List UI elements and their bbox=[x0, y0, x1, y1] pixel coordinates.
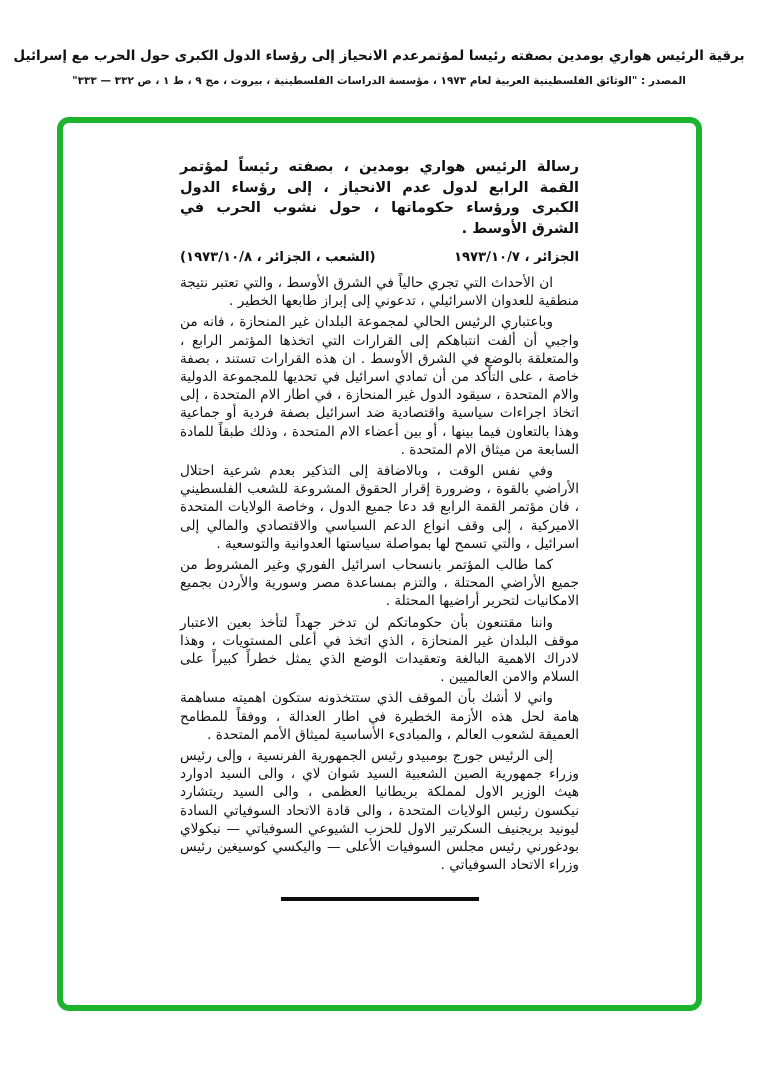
doc-paragraph-7: إلى الرئيس جورج بومبيدو رئيس الجمهورية الفرنسية ، وإلى رئيس وزراء جمهورية الصين الشعبية السيد شوان لاي ، والى السيد ادوارد هيث الوزير الاول لمملكة بريطانيا العظمى ، والى السيد ريتشارد نيكسون رئيس الولايات المتحدة ، والى قادة الاتحاد السوفياتي السادة ليونيد بريجنيف السكرتير الاول للحزب الشيوعي السوفياتي — نيكولاي بودغورني رئيس مجلس السوفيات الأعلى — واليكسي كوسيغين رئيس وزراء الاتحاد السوفياتي . bbox=[180, 748, 579, 874]
doc-paragraph-6: واني لا أشك بأن الموقف الذي ستتخذونه ستكون اهميته مساهمة هامة لحل هذه الأزمة الخطيرة في اطار العدالة ، ووفقاً للمطامح العميقة لشعوب العالم ، والمبادىء الأساسية لميثاق الأمم المتحدة . bbox=[180, 690, 579, 743]
doc-paragraph-1: ان الأحداث التي تجري حالياً في الشرق الأوسط ، والتي تعتبر نتيجة منطقية للعدوان الاسرائيلي ، تدعوني إلى إبراز طابعها الخطير . bbox=[180, 275, 579, 310]
green-frame bbox=[57, 117, 702, 1011]
dateline bbox=[180, 250, 579, 265]
end-divider bbox=[281, 897, 479, 901]
page-header bbox=[0, 48, 758, 87]
doc-paragraph-4: كما طالب المؤتمر بانسحاب اسرائيل الفوري وغير المشروط من جميع الأراضي المحتلة ، والتزم بمساعدة مصر وسورية والأردن بجميع الامكانيات لتحرير أراضيها المحتلة . bbox=[180, 557, 579, 610]
dateline-press-reference: (الشعب ، الجزائر ، ١٩٧٣/١٠/٨) bbox=[180, 250, 376, 265]
document-body bbox=[180, 157, 579, 901]
source-citation: المصدر : "الوثائق الفلسطينية العربية لعام ١٩٧٣ ، مؤسسة الدراسات الفلسطينية ، بيروت ، مج ٩ ، ط ١ ، ص ٣٣٢ — ٣٣٣" bbox=[72, 74, 686, 87]
doc-paragraph-5: واننا مقتنعون بأن حكوماتكم لن تدخر جهداً لتأخذ بعين الاعتبار موقف البلدان غير المنحازة ، الذي اتخذ في أعلى المستويات ، وهذا لادراك الاهمية البالغة وتعقيدات الوضع الذي يمثل خطراً كبيراً على السلام والامن العالميين . bbox=[180, 614, 579, 686]
document-heading: رسالة الرئيس هواري بومدين ، بصفته رئيساً لمؤتمر القمة الرابع لدول عدم الانحياز ، إلى رؤساء الدول الكبرى ورؤساء حكوماتها ، حول نشوب الحرب في الشرق الأوسط . bbox=[180, 159, 579, 237]
doc-paragraph-3: وفي نفس الوقت ، وبالاضافة إلى التذكير بعدم شرعية احتلال الأراضي بالقوة ، وضرورة إقرار الحقوق المشروعة للشعب الفلسطيني ، فان مؤتمر القمة الرابع قد دعا جميع الدول ، وخاصة الولايات المتحدة الاميركية ، إلى وقف انواع الدعم السياسي والاقتصادي والمالي إلى اسرائيل ، والتي تسمح لها بمواصلة سياستها العدوانية والتوسعية . bbox=[180, 463, 579, 552]
doc-paragraph-2: وباعتباري الرئيس الحالي لمجموعة البلدان غير المنحازة ، فانه من واجبي أن ألفت انتباهكم إلى القرارات التي اتخذها المؤتمر الرابع ، والمتعلقة بالوضع في الشرق الأوسط . ان هذه القرارات تستند ، بصفة خاصة ، على التأكد من أن تمادي اسرائيل في تحديها للمجموعة الدولية والام المتحدة ، سيقود الدول غير المنحازة ، في اطار الام المتحدة ، إلى اتخاذ اجراءات سياسية واقتصادية ضد اسرائيل بصفة فردية أو جماعية وهذا بالتعاون فيما بينها ، أو بين أعضاء الام المتحدة ، وذلك طبقاً للمادة السابعة من ميثاق الام المتحدة . bbox=[180, 314, 579, 458]
page-title: برقية الرئيس هواري بومدين بصفته رئيسا لمؤتمرعدم الانحياز إلى رؤساء الدول الكبرى حول الحرب مع إسرائيل bbox=[13, 48, 745, 64]
dateline-place-date: الجزائر ، ١٩٧٣/١٠/٧ bbox=[453, 250, 579, 265]
